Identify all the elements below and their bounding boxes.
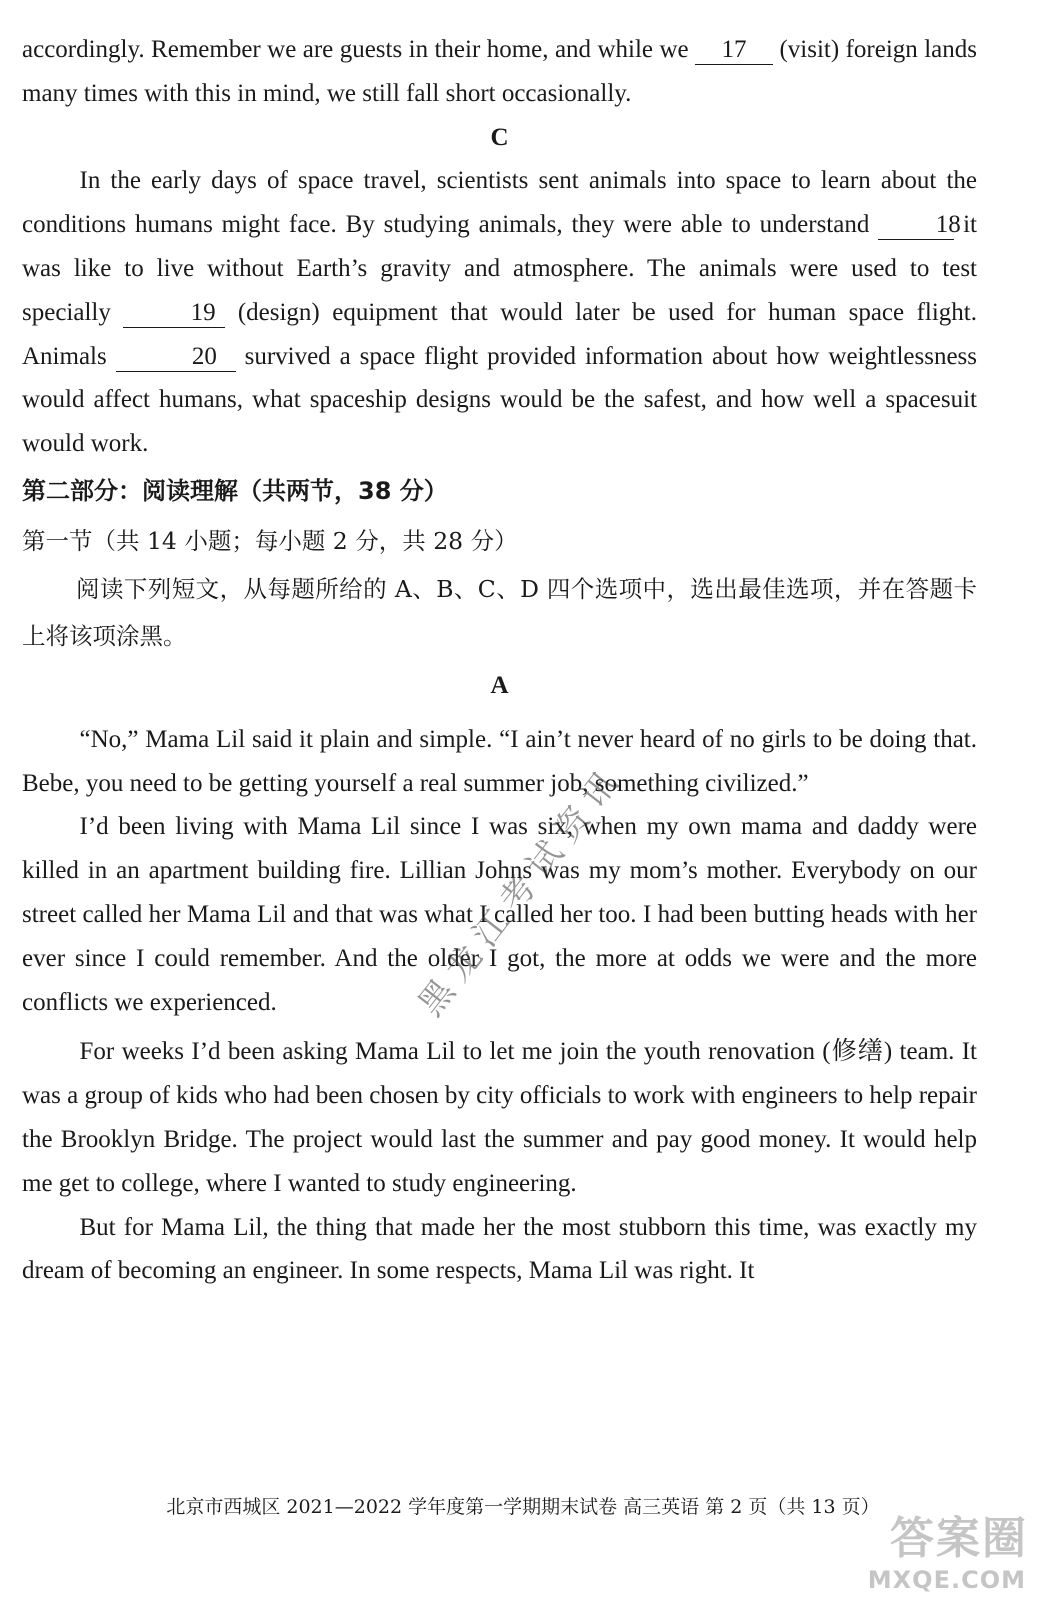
passage-b-tail	[22, 28, 977, 116]
exam-page	[22, 28, 977, 1293]
reading-instruction: 阅读下列短文，从每题所给的 A、B、C、D 四个选项中，选出最佳选项，并在答题卡上将该项涂黑。	[22, 574, 977, 650]
part2-heading: 第二部分：阅读理解（共两节，38 分）	[22, 476, 448, 505]
passage-c-text-2: it was like to live without Earth’s gravity and atmosphere. The animals were used to test specially	[22, 211, 977, 326]
section1-subheading: 第一节（共 14 小题；每小题 2 分，共 28 分）	[22, 526, 518, 555]
passage-a-paragraph-3: For weeks I’d been asking Mama Lil to let me join the youth renovation (修缮) team. It was a group of kids who had been chosen by city officials to work with engineers to help repair the Brooklyn Bridge. The project would last the summer and pay good money. It would help me get to college, where I wanted to study engineering.	[22, 1038, 977, 1197]
page-footer: 北京市西城区 2021—2022 学年度第一学期期末试卷 高三英语 第 2 页（共 13 页）	[166, 1496, 880, 1518]
passage-c-text-4: survived a space flight provided information about how weightlessness would affect humans, what spaceship designs would be the safest, and how well a spacesuit would work.	[22, 342, 977, 458]
passage-b-text-2: (visit) foreign lands many times with this in mind, we still fall short occasionally.	[22, 36, 977, 107]
section-label-a: A	[490, 671, 509, 699]
passage-c-paragraph	[22, 159, 977, 466]
passage-c-text-3: (design) equipment that would later be used for human space flight. Animals	[22, 298, 977, 370]
site-logo	[828, 1502, 1038, 1594]
section-label-c: C	[490, 123, 509, 151]
blank-20: 20	[116, 343, 236, 372]
passage-c-text-1: In the early days of space travel, scientists sent animals into space to learn about the conditions humans might face. By studying animals, they were able to understand	[22, 167, 977, 239]
blank-18: 18	[878, 211, 954, 240]
logo-cn-text: 答案圈	[890, 1513, 1028, 1564]
passage-a-paragraph-1: “No,” Mama Lil said it plain and simple. “I ain’t never heard of no girls to be doing that. Bebe, you need to be getting yourself a real summer job, something civilized.”	[22, 725, 977, 797]
passage-a-paragraph-4: But for Mama Lil, the thing that made her the most stubborn this time, was exactly my dream of becoming an engineer. In some respects, Mama Lil was right. It	[22, 1213, 977, 1285]
watermark-text: 黑龙江考试资讯	[410, 756, 632, 1024]
logo-en-text: MXQE.COM	[867, 1566, 1026, 1594]
blank-17: 17	[695, 36, 773, 65]
blank-19: 19	[123, 299, 225, 328]
passage-a-paragraph-2: I’d been living with Mama Lil since I was six, when my own mama and daddy were killed in an apartment building fire. Lillian Johns was my mom’s mother. Everybody on our street called her Mama Lil and that was what I called her too. I had been butting heads with her ever since I could remember. And the older I got, the more at odds we were and the more conflicts we experienced.	[22, 813, 977, 1016]
passage-b-text-1: accordingly. Remember we are guests in their home, and while we	[22, 36, 696, 63]
